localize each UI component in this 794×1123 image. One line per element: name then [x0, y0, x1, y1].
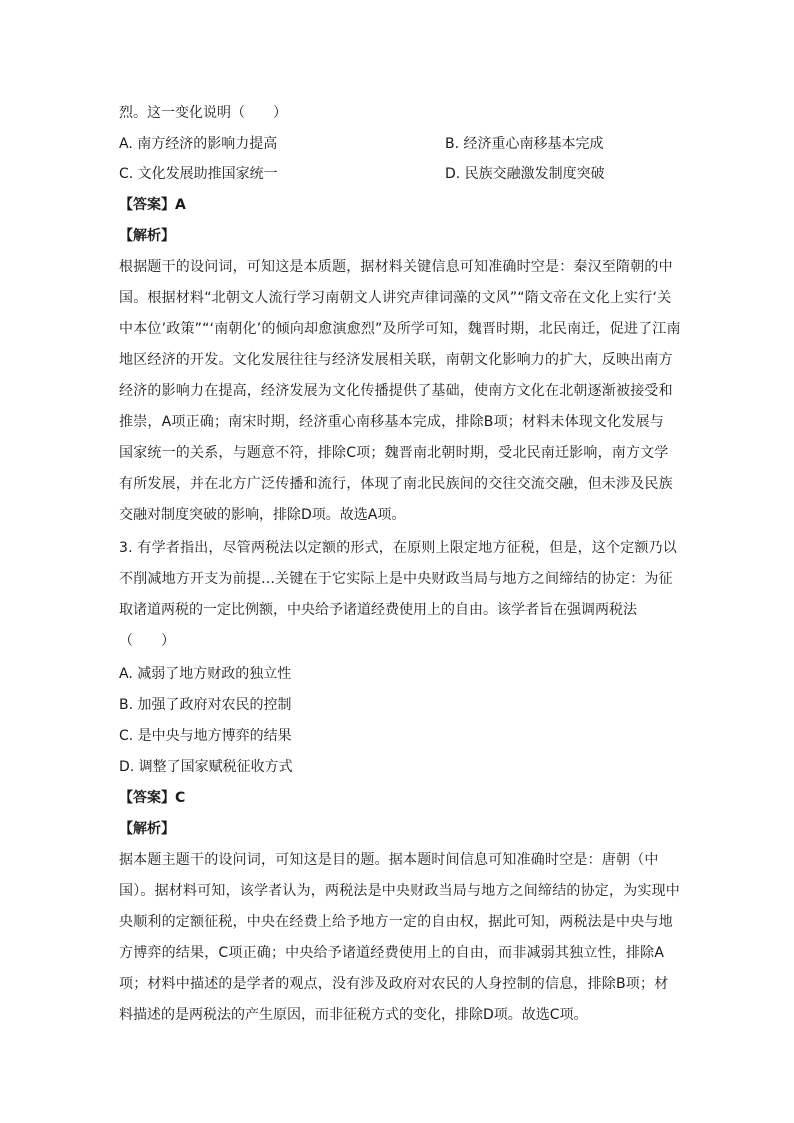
q2-analysis-line: 有所发展，并在北方广泛传播和流行，体现了南北民族间的交往交流交融，但未涉及民族	[119, 476, 673, 492]
q3-option-c: C. 是中央与地方博弈的结果	[119, 728, 292, 744]
q2-analysis-label: 【解析】	[119, 228, 175, 244]
q2-analysis-line: 地区经济的开发。文化发展往往与经济发展相关联，南朝文化影响力的扩大，反映出南方	[119, 352, 673, 368]
q3-stem-line: （ ）	[119, 633, 175, 649]
q2-stem-tail: 烈。这一变化说明（ ）	[119, 105, 287, 121]
q3-option-a: A. 减弱了地方财政的独立性	[119, 666, 292, 682]
q2-option-b: B. 经济重心南移基本完成	[445, 136, 604, 152]
q3-analysis-line: 方博弈的结果，C项正确；中央给予诸道经费使用上的自由，而非减弱其独立性，排除A	[119, 945, 665, 961]
q3-stem-line: 不削减地方开支为前提…关键在于它实际上是中央财政当局与地方之间缔结的协定：为征	[119, 571, 673, 587]
q3-stem-line: 3. 有学者指出，尽管两税法以定额的形式，在原则上限定地方征税，但是，这个定额乃以	[119, 540, 678, 556]
q3-analysis-line: 国）。据材料可知，该学者认为，两税法是中央财政当局与地方之间缔结的协定，为实现中	[119, 883, 680, 899]
q2-option-d: D. 民族交融激发制度突破	[445, 166, 605, 182]
q3-stem-line: 取诸道两税的一定比例额，中央给予诸道经费使用上的自由。该学者旨在强调两税法	[119, 602, 637, 618]
q2-analysis-line: 国家统一的关系，与题意不符，排除C项；魏晋南北朝时期，受北民南迁影响，南方文学	[119, 445, 669, 461]
q3-analysis-label: 【解析】	[119, 821, 175, 837]
q3-analysis-line: 项；材料中描述的是学者的观点，没有涉及政府对农民的人身控制的信息，排除B项；材	[119, 976, 669, 992]
q2-analysis-line: 经济的影响力在提高，经济发展为文化传播提供了基础，使南方文化在北朝逐渐被接受和	[119, 383, 673, 399]
q3-analysis-line: 料描述的是两税法的产生原因，而非征税方式的变化，排除D项。故选C项。	[119, 1007, 588, 1023]
q3-option-d: D. 调整了国家赋税征收方式	[119, 759, 293, 775]
q2-analysis-line: 国。根据材料“北朝文人流行学习南朝文人讲究声律词藻的文风”“隋文帝在文化上实行‘关	[119, 290, 672, 306]
q3-option-b: B. 加强了政府对农民的控制	[119, 697, 292, 713]
q2-option-c: C. 文化发展助推国家统一	[119, 166, 278, 182]
q2-analysis-line: 推崇，A项正确；南宋时期，经济重心南移基本完成，排除B项；材料未体现文化发展与	[119, 414, 664, 430]
q3-analysis-line: 据本题主题干的设问词，可知这是目的题。据本题时间信息可知准确时空是：唐朝（中	[119, 852, 659, 868]
q3-analysis-line: 央顺利的定额征税，中央在经费上给予地方一定的自由权，据此可知，两税法是中央与地	[119, 914, 673, 930]
q2-analysis-line: 中本位’政策”“‘南朝化’的倾向却愈演愈烈”及所学可知，魏晋时期，北民南迁，促进了江南	[119, 321, 681, 337]
q2-analysis-line: 交融对制度突破的影响，排除D项。故选A项。	[119, 507, 406, 523]
q2-analysis-line: 根据题干的设问词，可知这是本质题，据材料关键信息可知准确时空是：秦汉至隋朝的中	[119, 259, 673, 275]
q3-answer: 【答案】C	[119, 790, 186, 806]
q2-answer: 【答案】A	[119, 197, 186, 213]
q2-option-a: A. 南方经济的影响力提高	[119, 136, 278, 152]
